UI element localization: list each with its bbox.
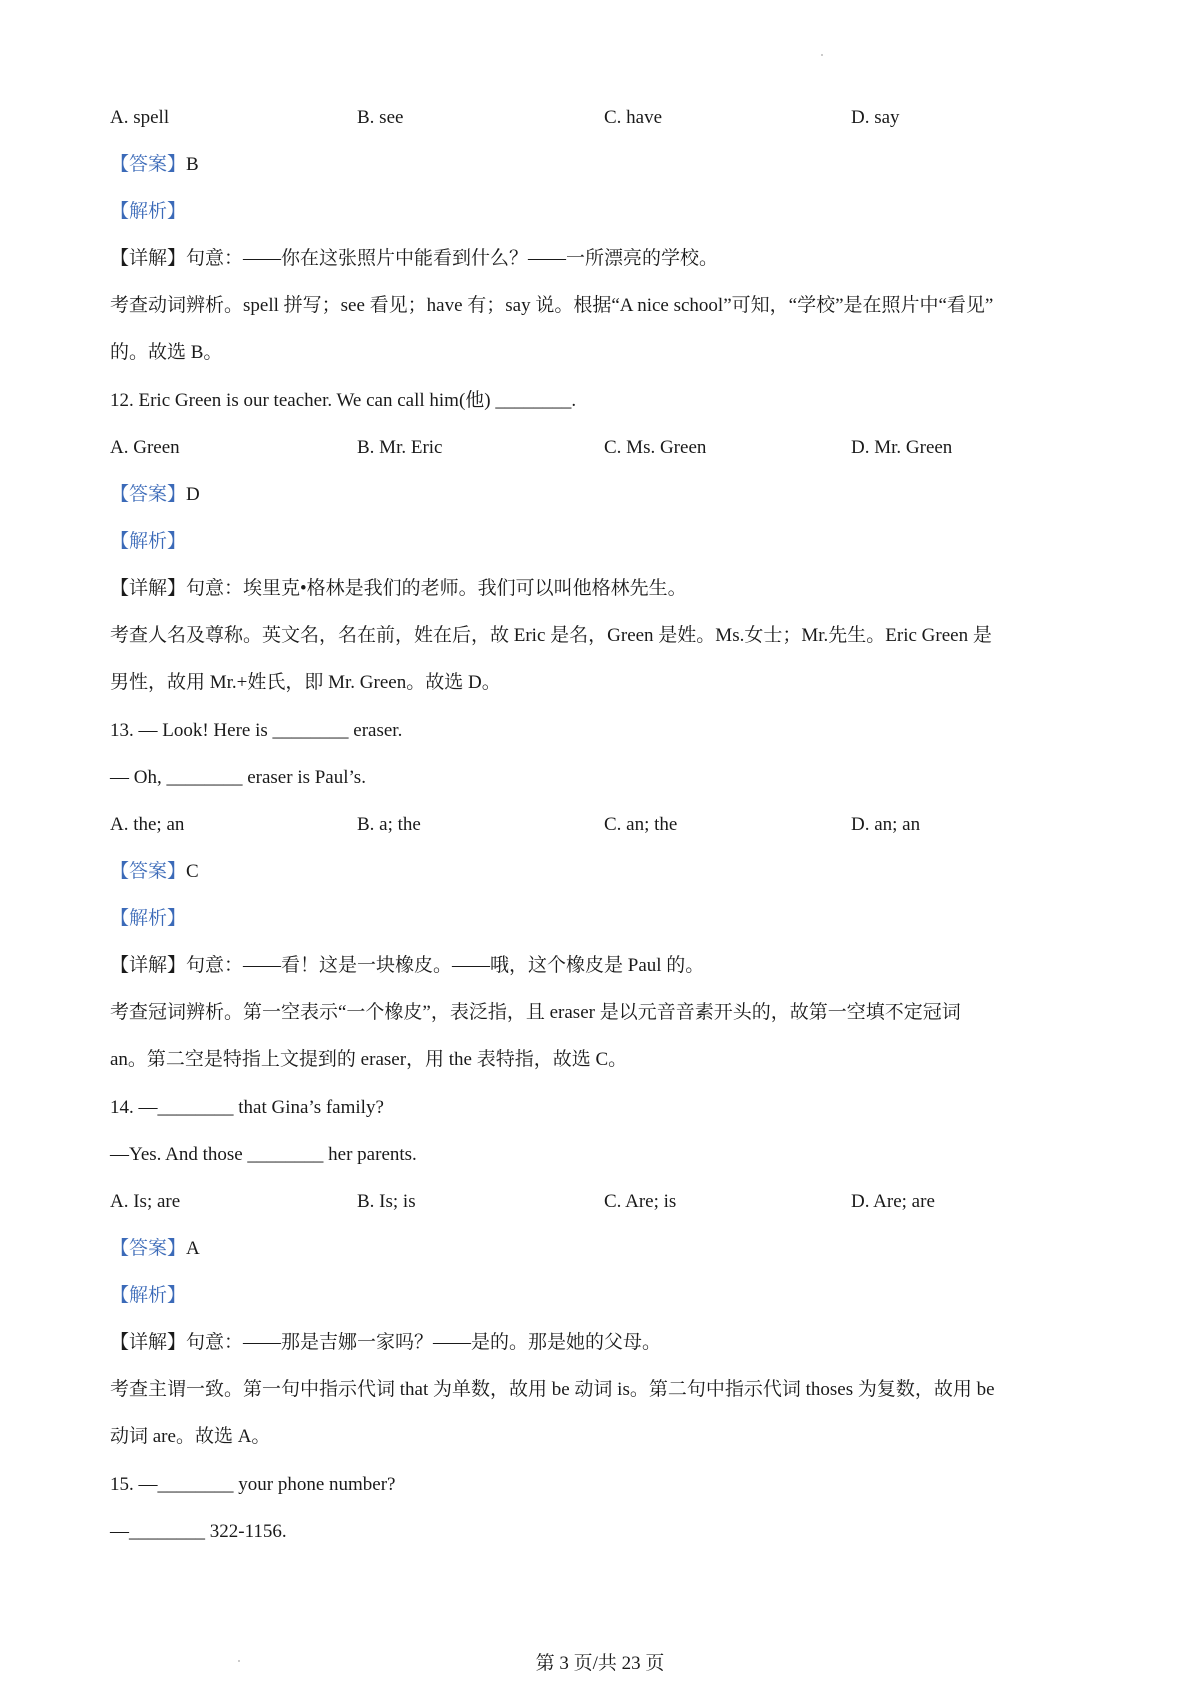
q14-explain-2: 动词 are。故选 A。 (110, 1426, 271, 1447)
q14-answer (110, 1236, 1100, 1262)
q12-detail: 【详解】句意：埃里克•格林是我们的老师。我们可以叫他格林先生。 (110, 578, 687, 599)
answer-value: B (186, 154, 199, 175)
q13-explain-1: 考查冠词辨析。第一空表示“一个橡皮”，表泛指，且 eraser 是以元音音素开头的，故第一空填不定冠词 (110, 1002, 961, 1023)
q14-option-c: C. Are; is (604, 1191, 677, 1212)
q13-detail: 【详解】句意：——看！这是一块橡皮。——哦，这个橡皮是 Paul 的。 (110, 955, 705, 976)
q14-explain-1: 考查主谓一致。第一句中指示代词 that 为单数，故用 be 动词 is。第二句中指示代词 thoses 为复数，故用 be (110, 1379, 995, 1400)
q12-explain-1: 考查人名及尊称。英文名，名在前，姓在后，故 Eric 是名，Green 是姓。Ms.女士；Mr.先生。Eric Green 是 (110, 625, 992, 646)
q11-explain-2: 的。故选 B。 (110, 342, 223, 363)
q14-question-2: —Yes. And those ________ her parents. (110, 1144, 417, 1165)
q13-analysis-label: 【解析】 (110, 908, 187, 929)
q14-question-1: 14. —________ that Gina’s family? (110, 1097, 384, 1118)
q15-question-2: —________ 322-1156. (110, 1521, 287, 1542)
q14-analysis-label: 【解析】 (110, 1285, 187, 1306)
q13-answer (110, 859, 1100, 885)
q11-option-c: C. have (604, 107, 663, 128)
answer-label: 【答案】 (110, 861, 187, 882)
q11-option-b: B. see (357, 107, 404, 128)
answer-value: D (186, 484, 200, 505)
q13-question-2: — Oh, ________ eraser is Paul’s. (110, 767, 366, 788)
q13-explain-2: an。第二空是特指上文提到的 eraser，用 the 表特指，故选 C。 (110, 1049, 628, 1070)
q14-option-a: A. Is; are (110, 1191, 181, 1212)
q13-option-a: A. the; an (110, 814, 185, 835)
q15-question-1: 15. —________ your phone number? (110, 1474, 396, 1495)
answer-label: 【答案】 (110, 484, 187, 505)
answer-value: C (186, 861, 199, 882)
q12-analysis-label: 【解析】 (110, 531, 187, 552)
q13-option-c: C. an; the (604, 814, 678, 835)
answer-label: 【答案】 (110, 1238, 187, 1259)
q14-option-d: D. Are; are (851, 1191, 935, 1212)
scan-speck (821, 54, 823, 56)
q11-option-d: D. say (851, 107, 900, 128)
q11-detail: 【详解】句意：——你在这张照片中能看到什么？——一所漂亮的学校。 (110, 248, 719, 269)
q11-analysis-label: 【解析】 (110, 201, 187, 222)
q11-explain-1: 考查动词辨析。spell 拼写；see 看见；have 有；say 说。根据“A nice school”可知，“学校”是在照片中“看见” (110, 295, 994, 316)
q12-explain-2: 男性，故用 Mr.+姓氏，即 Mr. Green。故选 D。 (110, 672, 501, 693)
q13-option-d: D. an; an (851, 814, 921, 835)
q12-answer (110, 482, 1100, 508)
q12-option-d: D. Mr. Green (851, 437, 953, 458)
q12-option-b: B. Mr. Eric (357, 437, 443, 458)
q12-option-a: A. Green (110, 437, 180, 458)
q13-option-b: B. a; the (357, 814, 421, 835)
answer-label: 【答案】 (110, 154, 187, 175)
q13-question-1: 13. — Look! Here is ________ eraser. (110, 720, 403, 741)
q14-detail: 【详解】句意：——那是吉娜一家吗？——是的。那是她的父母。 (110, 1332, 662, 1353)
q14-option-b: B. Is; is (357, 1191, 416, 1212)
answer-value: A (186, 1238, 200, 1259)
q12-question: 12. Eric Green is our teacher. We can call him(他) ________. (110, 390, 577, 411)
page-footer: 第 3 页/共 23 页 (535, 1653, 665, 1674)
q12-option-c: C. Ms. Green (604, 437, 707, 458)
q11-option-a: A. spell (110, 107, 170, 128)
q11-answer (110, 152, 1100, 178)
